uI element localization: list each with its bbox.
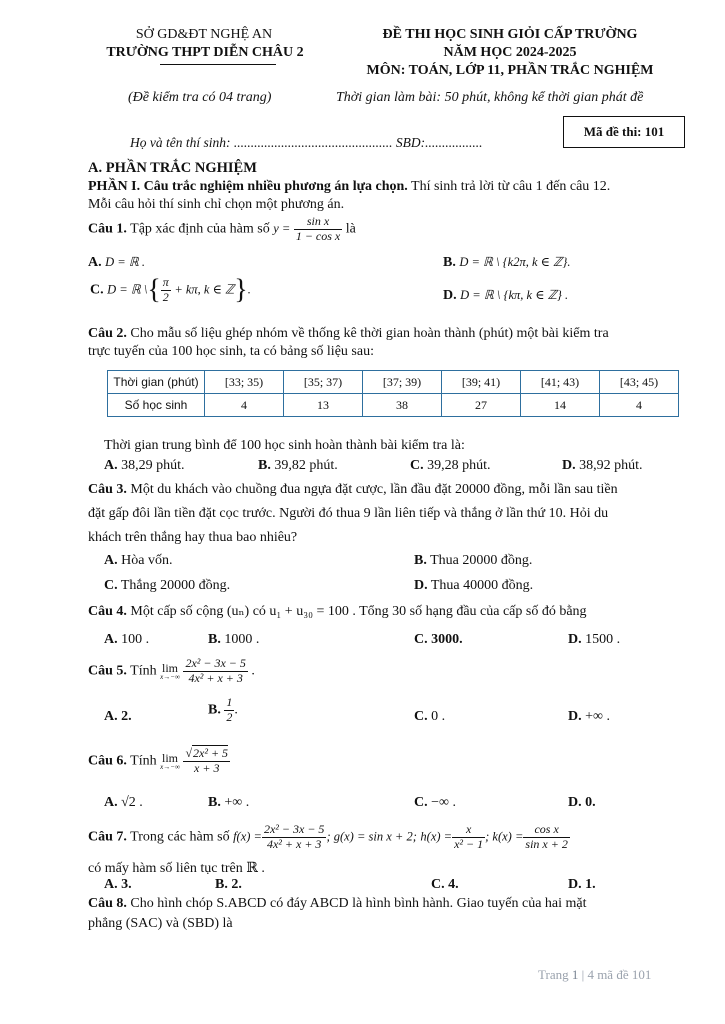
q1-option-a[interactable] [88,254,145,271]
q7-option-b[interactable] [215,877,242,893]
q2-data-table [107,370,679,417]
q6-option-c[interactable] [414,795,456,811]
q5-a-text: 2. [121,709,132,724]
q7-d-text: 1. [585,877,596,892]
q3-b-label: B. [414,553,427,568]
q8-label: Câu 8. [88,896,127,911]
q4-d-text: 1500 . [585,632,621,647]
q4-c-label: C. [414,632,428,647]
q7-k-fraction [523,823,569,852]
q7-h-fraction [452,823,485,852]
q5-limit [160,660,180,681]
q7-a-label: A. [104,877,118,892]
q7-stem [88,823,570,852]
page-footer [538,967,651,983]
q7-k-numerator: cos x [534,822,559,836]
q1-c-numerator: π [162,275,169,289]
q2-d-text: 38,92 phút. [579,458,643,473]
q4-text: Một cấp số cộng (uₙ) có u₁ + u₃₀ = 100 . Tổng 30 số hạng đầu của cấp số đó bằng [130,604,587,619]
q2-a-label: A. [104,458,118,473]
table-cell-count: 13 [284,394,363,417]
q7-a-text: 3. [121,877,132,892]
q7-k-pre: ; k(x) = [485,829,524,844]
header-pages-note: (Đề kiểm tra có 04 trang) [128,90,272,105]
q7-c-text: 4. [448,877,459,892]
q6-option-d[interactable] [568,795,596,811]
q5-b-fraction [224,696,234,725]
q1-option-c[interactable]: C. D = ℝ \{ $\frac{\pi}{2}$ + kπ, k ∈ ℤ}. [90,274,251,306]
q7-option-a[interactable] [104,877,132,893]
q3-a-text: Hòa vốn. [121,553,173,568]
q5-stem [88,657,255,686]
q7-k-denominator: sin x + 2 [525,836,568,851]
q3-a-label: A. [104,553,118,568]
q1-b-text: D = ℝ \ {k2π, k ∈ ℤ}. [459,255,571,269]
q6-limit [160,750,180,771]
part-heading-line2: Mỗi câu hỏi thí sinh chỉ chọn một phương án. [88,197,345,212]
q4-d-label: D. [568,632,582,647]
q4-stem [88,603,587,620]
header-school-underline [160,64,276,65]
q7-f-denominator: 4x² + x + 3 [262,837,326,852]
q7-text: Trong các hàm số [130,829,230,845]
q5-a-label: A. [104,709,118,724]
q2-option-a[interactable] [104,458,185,474]
q7-f-numerator: 2x² − 3x − 5 [263,822,325,836]
q7-f-fraction [262,823,326,852]
q1-a-label: A. [88,255,102,270]
part-heading [88,179,610,195]
q5-denominator: 4x² + x + 3 [183,671,247,686]
q3-d-label: D. [414,578,428,593]
q5-option-c[interactable] [414,709,445,725]
q2-c-label: C. [410,458,424,473]
footer-prefix: Trang [538,967,572,982]
q8-stem-line2: phẳng (SAC) và (SBD) là [88,916,233,931]
q2-option-c[interactable] [410,458,491,474]
q2-stem-line1 [88,326,609,342]
q6-lim-sub: x→−∞ [160,762,180,771]
q1-a-text: D = ℝ . [105,255,145,269]
q7-h-pre: h(x) = [420,829,453,844]
q6-text: Tính [130,753,157,769]
q4-option-d[interactable] [568,632,620,648]
header-dept: SỞ GD&ĐT NGHỆ AN [135,27,273,42]
q3-option-c[interactable] [104,578,230,594]
q5-c-text: 0 . [431,709,446,724]
q5-b-label: B. [208,702,221,718]
q6-a-text: √2 . [121,795,143,810]
table-cell-count: 27 [442,394,521,417]
q5-fraction [183,657,247,686]
q3-stem-line3: khách trên thắng hay thua bao nhiêu? [88,530,298,545]
q4-option-b[interactable] [208,632,259,648]
q6-label: Câu 6. [88,753,127,769]
table-cell-interval: [39; 41) [442,371,521,394]
q5-c-label: C. [414,709,428,724]
q5-b-tail: . [234,702,238,718]
q6-fraction [183,747,230,776]
q1-numerator: sin x [306,214,330,228]
table-cell-interval: [41; 43) [521,371,600,394]
table-cell-interval: [33; 35) [205,371,284,394]
q6-option-a[interactable] [104,795,143,811]
header-school-year: NĂM HỌC 2024-2025 [443,45,577,60]
q1-fraction [294,215,342,244]
q4-option-c[interactable] [414,632,463,648]
table-cell-interval: [37; 39) [363,371,442,394]
q2-label: Câu 2. [88,326,127,341]
q7-b-text: 2. [231,877,242,892]
q6-a-label: A. [104,795,118,810]
q4-a-label: A. [104,632,118,647]
q6-b-label: B. [208,795,221,810]
q6-radicand: 2x² + 5 [193,746,229,760]
q4-label: Câu 4. [88,604,127,619]
q7-h-denominator: x² − 1 [454,836,484,851]
q6-numerator: √2x² + 5 [185,746,229,760]
header-exam-title: ĐỀ THI HỌC SINH GIỎI CẤP TRƯỜNG [382,27,638,42]
q7-c-label: C. [431,877,445,892]
q6-d-text: 0. [585,795,596,810]
q2-option-d[interactable] [562,458,643,474]
candidate-info-line: Họ và tên thí sinh: ............................................... SBD:................. [130,135,483,150]
q4-a-text: 100 . [121,632,150,647]
q1-option-b[interactable] [443,254,570,271]
q5-lim-sub: x→−∞ [160,672,180,681]
q1-c-post: + kπ, k ∈ ℤ [174,282,235,297]
q5-d-text: +∞ . [585,709,611,724]
q5-text: Tính [130,663,157,679]
header-subject: MÔN: TOÁN, LỚP 11, PHẦN TRẮC NGHIỆM [366,63,654,78]
q5-option-b[interactable] [208,696,238,725]
q1-tail: là [345,221,356,237]
table-cell-count: 4 [600,394,679,417]
q2-b-text: 39,82 phút. [274,458,338,473]
q5-tail: . [251,663,255,679]
q7-stem-line2: có mấy hàm số liên tục trên ℝ . [88,861,265,876]
q2-b-label: B. [258,458,271,473]
q5-label: Câu 5. [88,663,127,679]
q1-fn: y = [273,221,291,236]
q7-b-label: B. [215,877,228,892]
q7-h-numerator: x [465,822,472,836]
q3-b-text: Thua 20000 đồng. [430,553,533,568]
q4-c-text: 3000. [431,632,463,647]
q2-question: Thời gian trung bình để 100 học sinh hoàn thành bài kiểm tra là: [104,438,465,453]
q5-option-a[interactable] [104,709,132,725]
table-header-count: Số học sinh [108,394,205,417]
q1-text: Tập xác định của hàm số [130,221,270,237]
footer-suffix: | 4 mã đề 101 [578,967,652,982]
q7-d-label: D. [568,877,582,892]
q1-option-d[interactable] [443,287,568,304]
q1-stem [88,215,356,244]
header-time-note: Thời gian làm bài: 50 phút, không kể thời gian phát đề [336,90,644,105]
q7-f-pre: f(x) = [233,829,262,844]
q3-stem-line2: đặt gấp đôi lần tiền đặt cọc trước. Người đó thua 9 lần liên tiếp và thắng ở lần thứ 10. Hỏi du [88,506,609,521]
part-heading-rest: Thí sinh trả lời từ câu 1 đến câu 12. [407,179,611,194]
q5-d-label: D. [568,709,582,724]
q7-option-c[interactable] [431,877,459,893]
q6-d-label: D. [568,795,582,810]
q2-option-b[interactable] [258,458,338,474]
q3-c-text: Thắng 20000 đồng. [120,578,231,593]
q2-d-label: D. [562,458,576,473]
q1-c-pre: D = ℝ \ [107,282,148,297]
table-row [108,371,679,394]
q3-stem-line1 [88,482,618,498]
q1-c-brace-close: } [234,274,248,306]
q2-a-text: 38,29 phút. [121,458,185,473]
q3-line1: Một du khách vào chuồng đua ngựa đặt cược, lần đầu đặt 20000 đồng, mỗi lần sau tiền [130,482,618,497]
q6-option-b[interactable] [208,795,249,811]
q6-stem [88,747,230,776]
q6-b-text: +∞ . [224,795,250,810]
q1-label: Câu 1. [88,221,127,237]
q1-c-denominator: 2 [161,290,171,305]
table-row [108,394,679,417]
q4-b-text: 1000 . [224,632,260,647]
section-title: A. PHẦN TRẮC NGHIỆM [88,160,257,176]
q1-d-text: D = ℝ \ {kπ, k ∈ ℤ} . [460,288,569,302]
table-cell-count: 14 [521,394,600,417]
table-cell-count: 38 [363,394,442,417]
q3-option-d[interactable] [414,578,533,594]
q7-label: Câu 7. [88,829,127,845]
table-cell-count: 4 [205,394,284,417]
q3-d-text: Thua 40000 đồng. [430,578,534,593]
q5-numerator: 2x² − 3x − 5 [185,656,246,670]
q3-label: Câu 3. [88,482,127,497]
q4-option-a[interactable] [104,632,149,648]
q3-c-label: C. [104,578,118,593]
table-cell-interval: [43; 45) [600,371,679,394]
q4-b-label: B. [208,632,221,647]
table-header-time: Thời gian (phút) [108,371,205,394]
q1-denominator: 1 − cos x [295,228,341,243]
q5-b-denominator: 2 [226,709,233,724]
q2-line1: Cho mẫu số liệu ghép nhóm về thống kê thời gian hoàn thành (phút) một bài kiểm tra [130,326,609,341]
q1-c-fraction [161,276,171,305]
q6-c-text: −∞ . [431,795,457,810]
footer-page-number: 1 [571,967,579,982]
q1-b-label: B. [443,255,456,270]
q5-option-d[interactable] [568,709,610,725]
q3-option-b[interactable] [414,553,532,569]
q7-option-d[interactable] [568,877,596,893]
q6-c-label: C. [414,795,428,810]
q1-c-brace-open: { [147,274,161,306]
q8-line1: Cho hình chóp S.ABCD có đáy ABCD là hình bình hành. Giao tuyến của hai mặt [130,896,587,911]
q3-option-a[interactable] [104,553,172,569]
header-school: TRƯỜNG THPT DIỄN CHÂU 2 [106,45,304,60]
q7-g: ; g(x) = sin x + 2; [326,829,417,844]
table-cell-interval: [35; 37) [284,371,363,394]
q6-denominator: x + 3 [183,761,230,776]
exam-code-box: Mã đề thi: 101 [563,116,685,148]
q5-lim-word: lim [162,660,179,675]
part-heading-bold: PHẦN I. Câu trắc nghiệm nhiều phương án lựa chọn. [88,179,408,194]
q2-stem-line2: trực tuyến của 100 học sinh, ta có bảng số liệu sau: [88,344,374,359]
q6-lim-word: lim [162,750,179,765]
q1-c-label: C. [90,282,104,298]
q2-c-text: 39,28 phút. [427,458,491,473]
q1-d-label: D. [443,288,457,303]
q5-b-numerator: 1 [226,695,233,709]
q8-stem-line1 [88,896,587,912]
